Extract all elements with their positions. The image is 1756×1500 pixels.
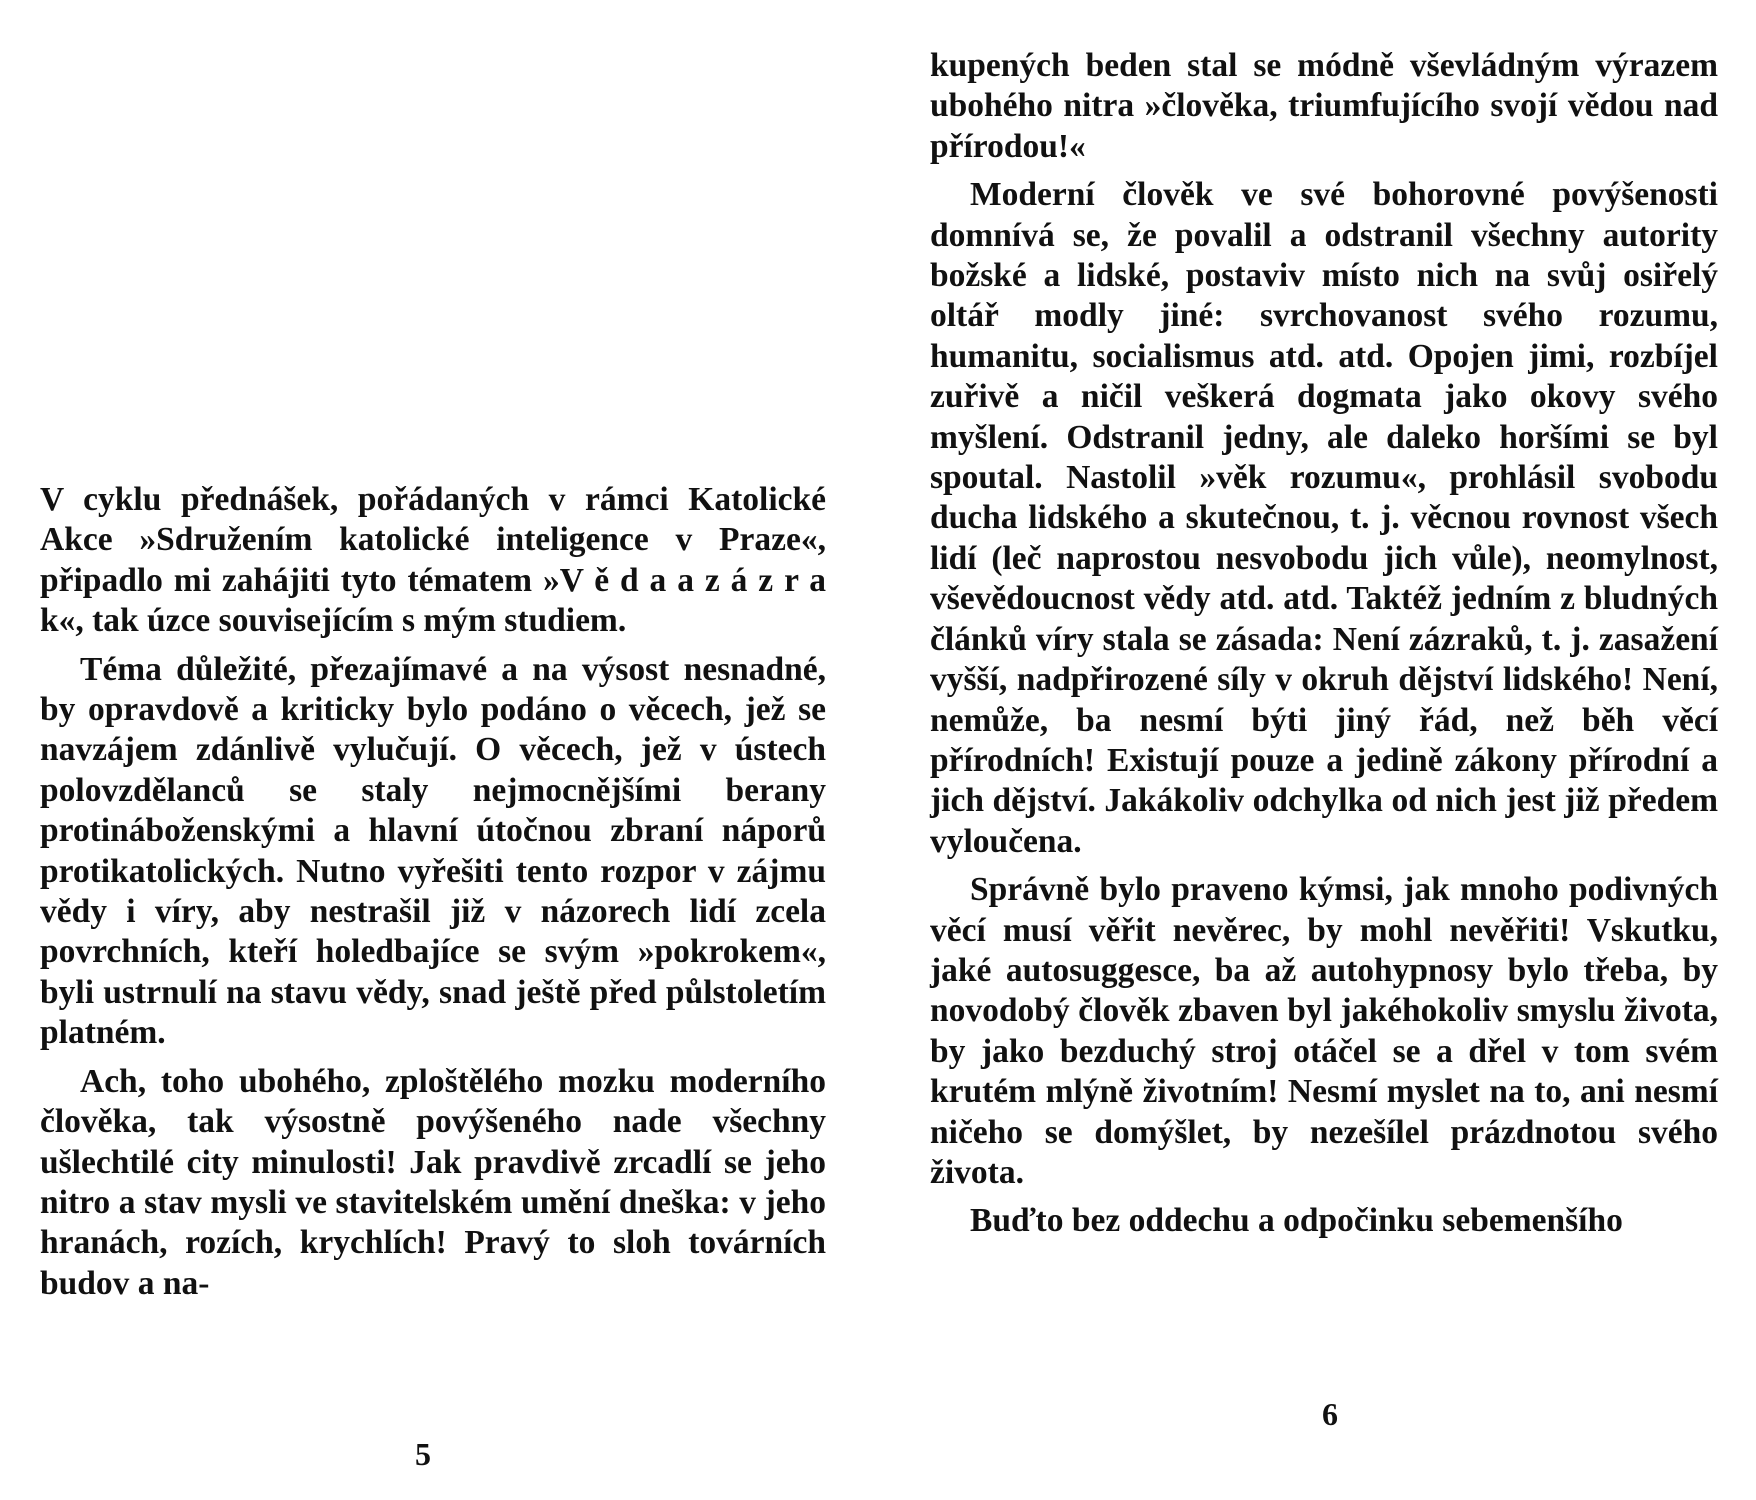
left-paragraph-2: Téma důležité, přezajímavé a na výsost nesnadné, by opravdově a kriticky bylo podáno o věcech, jež se navzájem zdánlivě vylučují. O věcech, jež v ústech polovzdělanců se staly nejmocnějšími berany protináboženskými a hlavní útočnou zbraní náporů protikatolických. Nutno vyřešiti tento rozpor v zájmu vědy i víry, aby nestrašil již v názorech lidí zcela povrchních, kteří holedbajíce se svým »pokrokem«, byli ustrnulí na stavu vědy, snad ještě před půlstoletím platném. xyxy=(40,650,826,1052)
left-paragraph-3: Ach, toho ubohého, zploštělého mozku moderního člověka, tak výsostně povýšeného nade všechny ušlechtilé city minulosti! Jak pravdivě zrcadlí se jeho nitro a stav mysli ve stavitelském umění dneška: v jeho hranách, rozích, krychlích! Pravý to sloh továrních budov a na- xyxy=(40,1062,826,1302)
left-page-number: 5 xyxy=(415,1436,431,1472)
right-page-text xyxy=(930,46,1718,1250)
right-paragraph-3: Správně bylo praveno kýmsi, jak mnoho podivných věcí musí věřit nevěrec, by mohl nevěřiti! Vskutku, jaké autosuggesce, ba až autohypnosy bylo třeba, by novodobý člověk zbaven byl jakéhokoliv smyslu života, by jako bezduchý stroj otáčel se a dřel v tom svém krutém mlýně životním! Nesmí myslet na to, ani nesmí ničeho se domýšlet, by nezešílel prázdnotou svého života. xyxy=(930,871,1718,1191)
left-page-text xyxy=(40,480,826,1312)
right-page-number: 6 xyxy=(1322,1396,1338,1432)
right-paragraph-2: Moderní člověk ve své bohorovné povýšenosti domnívá se, že povalil a odstranil všechny autority božské a lidské, postaviv místo nich na svůj osiřelý oltář modly jiné: svrchovanost svého rozumu, humanitu, socialismus atd. atd. Opojen jimi, rozbíjel zuřivě a ničil veškerá dogmata jako okovy svého myšlení. Odstranil jedny, ale daleko horšími se byl spoutal. Nastolil »věk rozumu«, prohlásil svobodu ducha lidského a skutečnou, t. j. věcnou rovnost všech lidí (leč naprostou nesvobodu jich vůle), neomylnost, vševědoucnost vědy atd. atd. Taktéž jedním z bludných článků víry stala se zásada: Není zázraků, t. j. zasažení vyšší, nadpřirozené síly v okruh dějství lidského! Není, nemůže, ba nesmí býti jiný řád, než běh věcí přírodních! Existují pouze a jedině zákony přírodní a jich dějství. Jakákoliv odchylka od nich jest již předem vyloučena. xyxy=(930,176,1718,860)
right-paragraph-4: Buďto bez oddechu a odpočinku sebemenšího xyxy=(970,1202,1623,1240)
right-paragraph-1: kupených beden stal se módně vševládným výrazem ubohého nitra »člověka, triumfujícího svojí vědou nad přírodou!« xyxy=(930,47,1718,165)
left-paragraph-1: V cyklu přednášek, pořádaných v rámci Katolické Akce »Sdružením katolické inteligence v Praze«, připadlo mi zahájiti tyto tématem »V ě d a a z á z r a k«, tak úzce souvisejícím s mým studiem. xyxy=(40,481,826,640)
left-page xyxy=(40,0,826,1500)
right-page xyxy=(930,0,1718,1500)
